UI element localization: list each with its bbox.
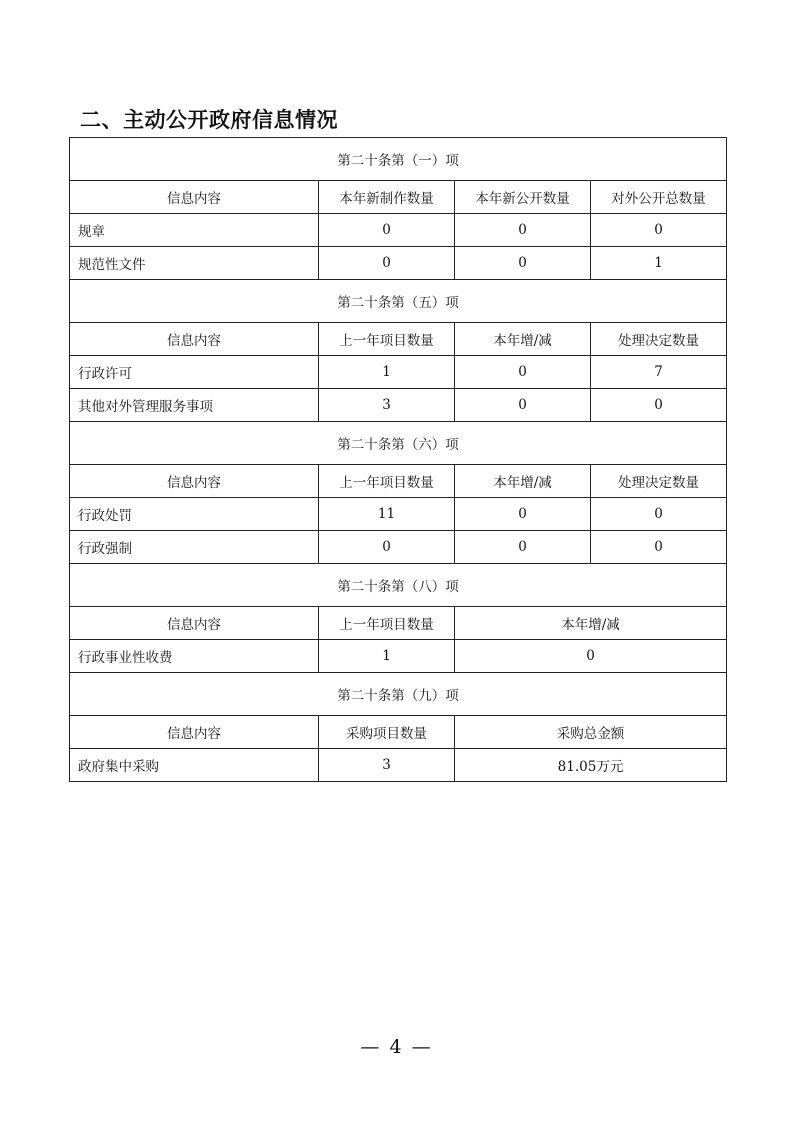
table-row xyxy=(70,389,727,422)
section-title: 第二十条第（五）项 xyxy=(70,280,727,323)
table-cell: 3 xyxy=(319,749,455,782)
column-header: 信息内容 xyxy=(70,465,319,498)
table-row xyxy=(70,498,727,531)
column-header: 处理决定数量 xyxy=(591,465,727,498)
table-cell: 0 xyxy=(455,498,591,531)
section-heading: 二、主动公开政府信息情况 xyxy=(80,108,338,132)
column-header: 本年新公开数量 xyxy=(455,181,591,214)
table-cell: 0 xyxy=(455,247,591,280)
header-row xyxy=(70,716,727,749)
disclosure-table xyxy=(69,137,727,782)
table-cell: 0 xyxy=(455,640,727,673)
table-cell: 0 xyxy=(455,389,591,422)
table-row xyxy=(70,356,727,389)
column-header: 上一年项目数量 xyxy=(319,323,455,356)
column-header: 信息内容 xyxy=(70,607,319,640)
column-header: 本年增/减 xyxy=(455,465,591,498)
section-title: 第二十条第（六）项 xyxy=(70,422,727,465)
column-header: 处理决定数量 xyxy=(591,323,727,356)
table-cell: 7 xyxy=(591,356,727,389)
table-cell: 0 xyxy=(319,214,455,247)
row-label: 行政强制 xyxy=(70,531,319,564)
table-cell: 3 xyxy=(319,389,455,422)
row-label: 规章 xyxy=(70,214,319,247)
table-cell: 0 xyxy=(455,531,591,564)
column-header: 本年增/减 xyxy=(455,323,591,356)
section-title: 第二十条第（九）项 xyxy=(70,673,727,716)
page-number: — 4 — xyxy=(360,1036,433,1058)
table-cell: 0 xyxy=(591,389,727,422)
section-title-row xyxy=(70,422,727,465)
row-label: 行政许可 xyxy=(70,356,319,389)
column-header: 采购总金额 xyxy=(455,716,727,749)
row-label: 行政事业性收费 xyxy=(70,640,319,673)
table-row xyxy=(70,640,727,673)
section-title-row xyxy=(70,673,727,716)
table-cell: 81.05万元 xyxy=(455,749,727,782)
table-cell: 0 xyxy=(319,247,455,280)
section-title-row xyxy=(70,280,727,323)
table-row xyxy=(70,531,727,564)
table-cell: 1 xyxy=(319,640,455,673)
table-cell: 0 xyxy=(455,214,591,247)
table-cell: 0 xyxy=(591,498,727,531)
column-header: 信息内容 xyxy=(70,323,319,356)
header-row xyxy=(70,465,727,498)
section-title: 第二十条第（八）项 xyxy=(70,564,727,607)
section-title-row xyxy=(70,138,727,181)
column-header: 上一年项目数量 xyxy=(319,607,455,640)
row-label: 其他对外管理服务事项 xyxy=(70,389,319,422)
column-header: 采购项目数量 xyxy=(319,716,455,749)
header-row xyxy=(70,607,727,640)
row-label: 规范性文件 xyxy=(70,247,319,280)
table-row xyxy=(70,749,727,782)
table-cell: 0 xyxy=(319,531,455,564)
column-header: 上一年项目数量 xyxy=(319,465,455,498)
row-label: 行政处罚 xyxy=(70,498,319,531)
header-row xyxy=(70,323,727,356)
column-header: 对外公开总数量 xyxy=(591,181,727,214)
column-header: 信息内容 xyxy=(70,181,319,214)
header-row xyxy=(70,181,727,214)
column-header: 信息内容 xyxy=(70,716,319,749)
table-cell: 11 xyxy=(319,498,455,531)
column-header: 本年新制作数量 xyxy=(319,181,455,214)
table-row xyxy=(70,214,727,247)
table-cell: 0 xyxy=(591,214,727,247)
table-cell: 1 xyxy=(319,356,455,389)
table-row xyxy=(70,247,727,280)
table-cell: 0 xyxy=(591,531,727,564)
section-title: 第二十条第（一）项 xyxy=(70,138,727,181)
row-label: 政府集中采购 xyxy=(70,749,319,782)
section-title-row xyxy=(70,564,727,607)
table-cell: 1 xyxy=(591,247,727,280)
table-cell: 0 xyxy=(455,356,591,389)
column-header: 本年增/减 xyxy=(455,607,727,640)
